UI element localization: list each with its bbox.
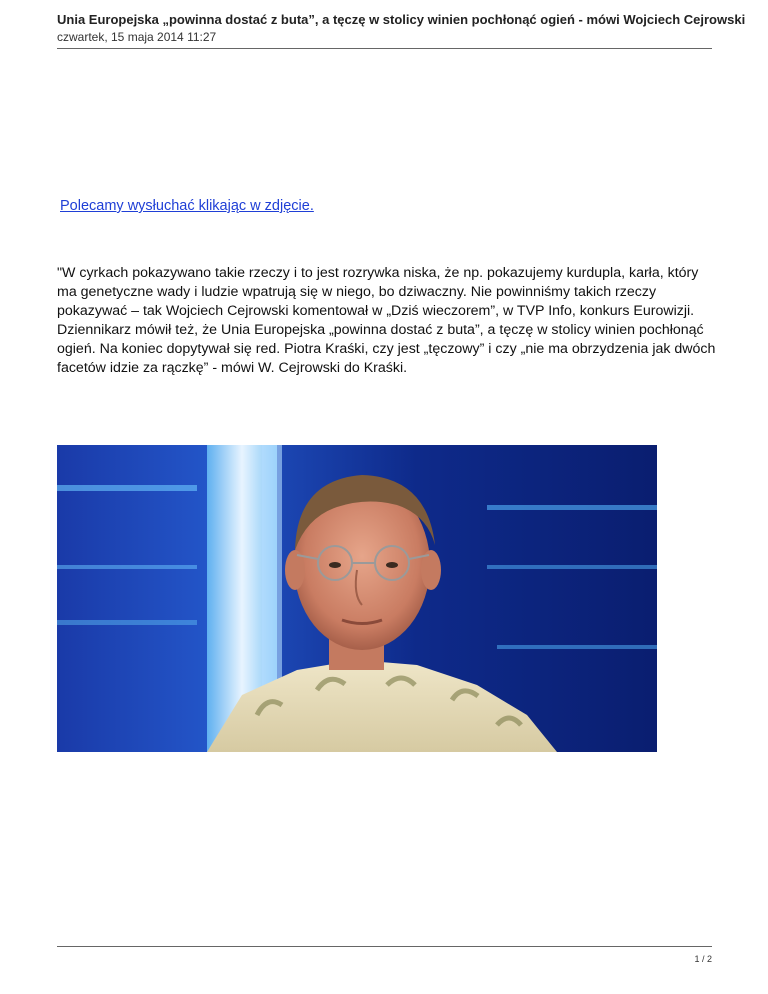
- footer-divider: [57, 946, 712, 947]
- page-number: 1 / 2: [694, 954, 712, 964]
- article-title: Unia Europejska „powinna dostać z buta”, a tęczę w stolicy winien pochłonąć ogień - mówi Wojciech Cejrowski: [57, 12, 746, 27]
- interview-photo-image: [57, 445, 657, 752]
- article-date: czwartek, 15 maja 2014 11:27: [57, 30, 217, 44]
- listen-link[interactable]: Polecamy wysłuchać klikając w zdjęcie.: [60, 198, 314, 214]
- interview-photo[interactable]: [57, 445, 657, 752]
- header-divider: [57, 48, 712, 49]
- article-body: "W cyrkach pokazywano takie rzeczy i to jest rozrywka niska, że np. pokazujemy kurdupla, karła, który ma genetyczne wady i ludzie wpatrują się w niego, bo dziwaczny. Nie powinniśmy takich rzeczy pokazywać – tak Wojciech Cejrowski komentował w „Dziś wieczorem”, w TVP Info, konkurs Eurowizji. Dziennikarz mówił też, że Unia Europejska „powinna dostać z buta”, a tęczę w stolicy winien pochłonąć ogień. Na koniec dopytywał się red. Piotra Kraśki, czy jest „tęczowy” i czy „nie ma obrzydzenia jak dwóch facetów idzie za rączkę” - mówi W. Cejrowski do Kraśki.: [57, 265, 716, 376]
